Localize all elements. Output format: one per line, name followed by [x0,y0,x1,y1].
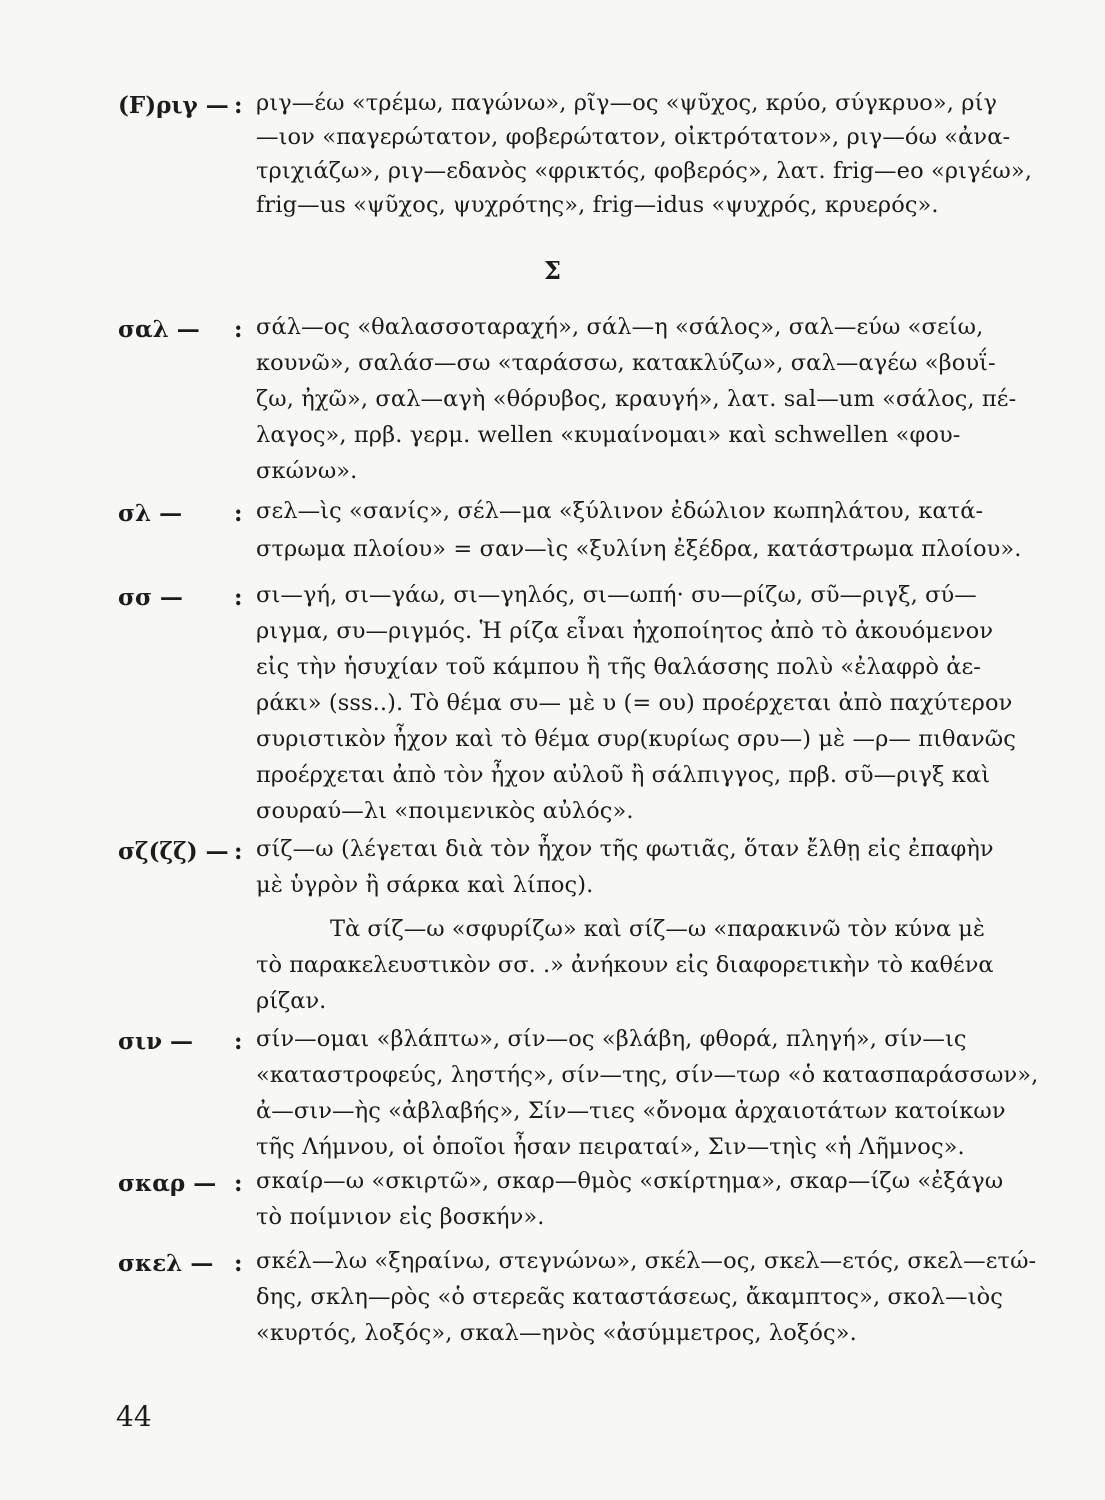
entry-root: σκαρ — [118,1170,217,1197]
entry-line: σίζ—ω (λέγεται διὰ τὸν ἦχον τῆς φωτιᾶς, ὅταν ἔλθῃ εἰς ἐπαφὴν [256,836,994,862]
entry-line: σίν—ομαι «βλάπτω», σίν—ος «βλάβη, φθορά, πληγή», σίν—ις [256,1026,967,1052]
entry-root: (F)ριγ — [118,92,229,119]
entry-line: σκέλ—λω «ξηραίνω, στεγνώνω», σκέλ—ος, σκελ—ετός, σκελ—ετώ- [256,1248,1037,1274]
entry-paragraph-line: τὸ παρακελευστικὸν σσ. .» ἀνήκουν εἰς διαφορετικὴν τὸ καθένα [256,952,994,978]
entry-colon: : [234,92,243,119]
entry-line: εἰς τὴν ἡσυχίαν τοῦ κάμπου ἢ τῆς θαλάσσης πολὺ «ἐλαφρὸ ἀε- [256,654,981,680]
entry-colon: : [234,316,243,343]
entry-root: σζ(ζζ) — [118,838,229,865]
entry-line: τὸ ποίμνιον εἰς βοσκήν». [256,1204,545,1230]
entry-line: τριχιάζω», ριγ—εδανὸς «φρικτός, φοβερός», λατ. frig—eo «ριγέω», [256,158,1032,184]
entry-root: σιν — [118,1028,194,1055]
entry-line: σουραύ—λι «ποιμενικὸς αὐλός». [256,798,634,824]
entry-line: προέρχεται ἀπὸ τὸν ἦχον αὐλοῦ ἢ σάλπιγγος, πρβ. σῦ—ριγξ καὶ [256,762,991,788]
entry-colon: : [234,1028,243,1055]
entry-colon: : [234,500,243,527]
page-number: 44 [116,1400,152,1433]
entry-root: σαλ — [118,316,200,343]
entry-colon: : [234,1250,243,1277]
entry-line: «κυρτός, λοξός», σκαλ—ηνὸς «ἀσύμμετρος, λοξός». [256,1320,857,1346]
entry-line: σελ—ὶς «σανίς», σέλ—μα «ξύλινον ἐδώλιον κωπηλάτου, κατά- [256,498,984,524]
section-letter: Σ [544,256,561,285]
entry-colon: : [234,1170,243,1197]
entry-root: σλ — [118,500,183,527]
entry-line: ζω, ἠχῶ», σαλ—αγὴ «θόρυβος, κραυγή», λατ. sal—um «σάλος, πέ- [256,386,1017,412]
entry-line: frig—us «ψῦχος, ψυχρότης», frig—idus «ψυχρός, κρυερός». [256,192,939,218]
entry-line: σκώνω». [256,458,358,484]
entry-line: συριστικὸν ἦχον καὶ τὸ θέμα συρ(κυρίως σρυ—) μὲ —ρ— πιθανῶς [256,726,1016,752]
entry-paragraph-line: Τὰ σίζ—ω «σφυρίζω» καὶ σίζ—ω «παρακινῶ τὸν κύνα μὲ [330,916,985,942]
entry-line: ριγ—έω «τρέμω, παγώνω», ρῖγ—ος «ψῦχος, κρύο, σύγκρυο», ρίγ [256,90,998,116]
entry-line: «καταστροφεύς, ληστής», σίν—της, σίν—τωρ «ὁ κατασπαράσσων», [256,1062,1039,1088]
entry-line: λαγος», πρβ. γερμ. wellen «κυμαίνομαι» καὶ schwellen «φου- [256,422,961,448]
entry-line: —ιον «παγερώτατον, φοβερώτατον, οἰκτρότατον», ριγ—όω «ἀνα- [256,124,1011,150]
entry-root: σκελ — [118,1250,214,1277]
entry-line: στρωμα πλοίου» = σαν—ὶς «ξυλίνη ἐξέδρα, κατάστρωμα πλοίου». [256,536,1022,562]
entry-line: σκαίρ—ω «σκιρτῶ», σκαρ—θμὸς «σκίρτημα», σκαρ—ίζω «ἐξάγω [256,1168,1004,1194]
entry-line: τῆς Λήμνου, οἱ ὁποῖοι ἦσαν πειραταί», Σιν—τηὶς «ἡ Λῆμνος». [256,1134,965,1160]
entry-line: μὲ ὑγρὸν ἢ σάρκα καὶ λίπος). [256,872,594,898]
entry-line: ριγμα, συ—ριγμός. Ἡ ρίζα εἶναι ἠχοποίητος ἀπὸ τὸ ἀκουόμενον [256,618,994,644]
entry-line: κουνῶ», σαλάσ—σω «ταράσσω, κατακλύζω», σαλ—αγέω «βουΐ- [256,350,996,376]
entry-line: ἀ—σιν—ὴς «ἀβλαβής», Σίν—τιες «ὄνομα ἀρχαιοτάτων κατοίκων [256,1098,1006,1124]
entry-paragraph-line: ρίζαν. [256,988,327,1014]
entry-line: ράκι» (sss..). Τὸ θέμα συ— μὲ υ (= ου) προέρχεται ἀπὸ παχύτερον [256,690,1013,716]
entry-root: σσ — [118,584,183,611]
entry-line: σάλ—ος «θαλασσοταραχή», σάλ—η «σάλος», σαλ—εύω «σείω, [256,314,984,340]
entry-line: σι—γή, σι—γάω, σι—γηλός, σι—ωπή· συ—ρίζω, σῦ—ριγξ, σύ— [256,582,977,608]
entry-line: δης, σκλη—ρὸς «ὁ στερεᾶς καταστάσεως, ἄκαμπτος», σκολ—ιὸς [256,1284,1003,1310]
entry-colon: : [234,838,243,865]
entry-colon: : [234,584,243,611]
